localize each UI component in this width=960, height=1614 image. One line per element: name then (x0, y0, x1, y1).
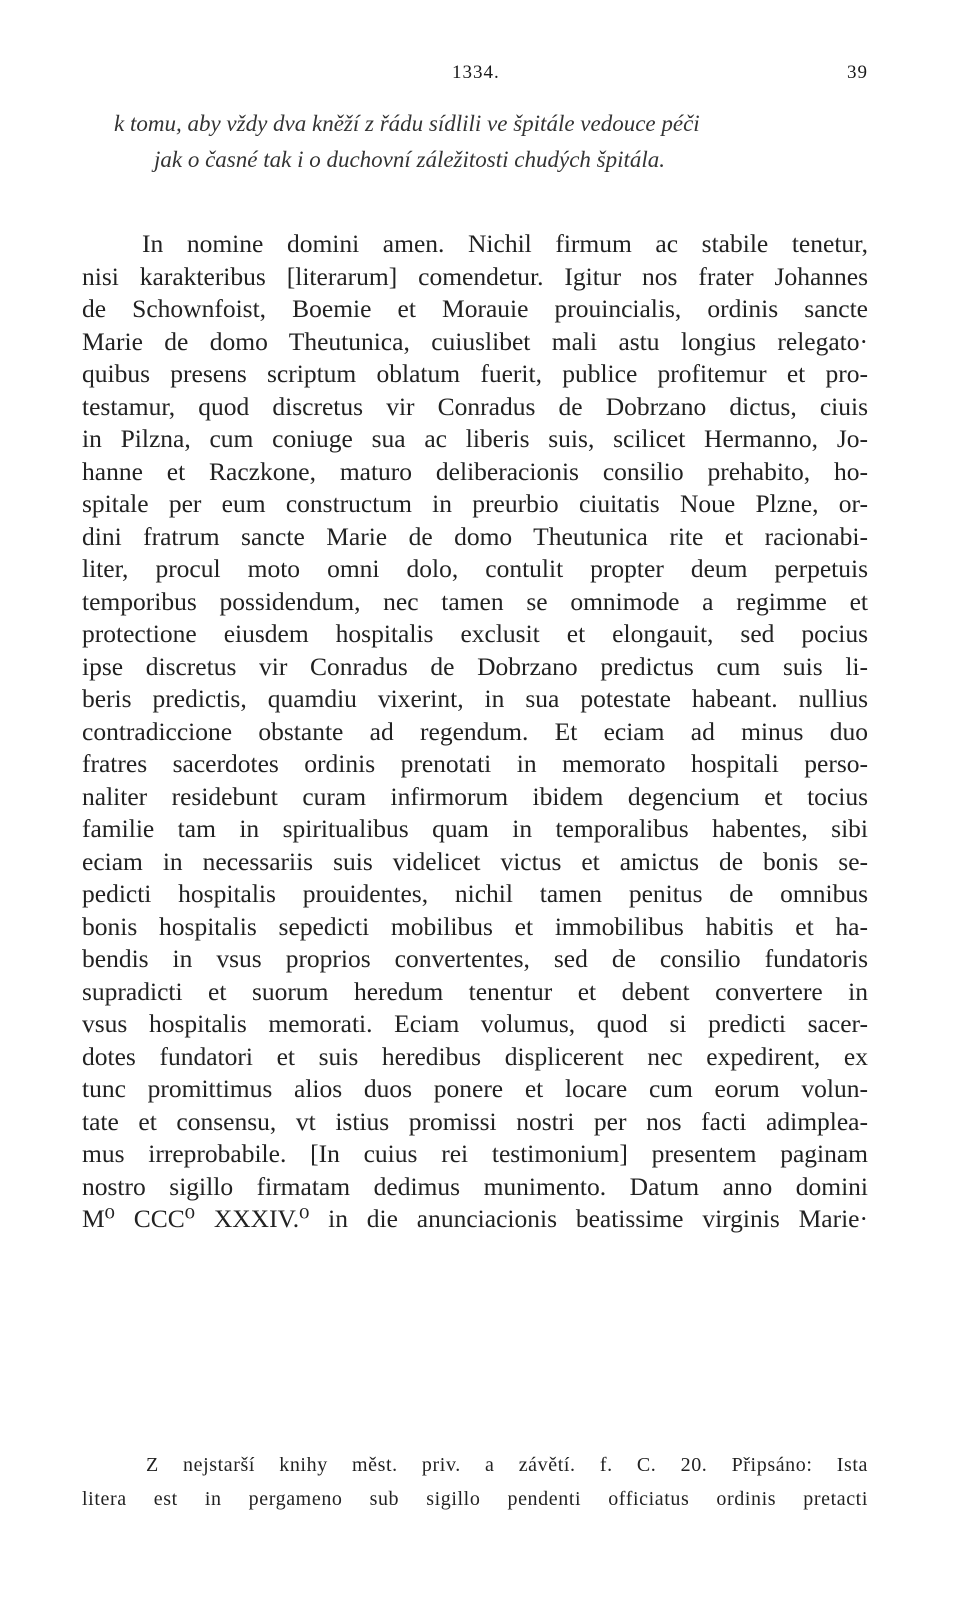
text-line: familie tam in spiritualibus quam in temporalibus habentes, sibi (82, 814, 868, 843)
text-line: In nomine domini amen. Nichil firmum ac stabile tenetur, (142, 229, 868, 258)
document-heading (82, 106, 872, 178)
header-year: 1334. (452, 62, 500, 83)
heading-line: jak o časné tak i o duchovní záležitosti chudých špitála. (154, 147, 666, 172)
text-line: tunc promittimus alios duos ponere et locare cum eorum volun- (82, 1074, 868, 1103)
text-line: liter, procul moto omni dolo, contulit propter deum perpetuis (82, 554, 868, 583)
page-number: 39 (847, 62, 868, 83)
text-line: nostro sigillo firmatam dedimus munimento. Datum anno domini (82, 1171, 868, 1201)
footnote-line: litera est in pergameno sub sigillo pendenti officiatus ordinis pretacti (82, 1488, 868, 1510)
text-line: bonis hospitalis sepedicti mobilibus et immobilibus habitis et ha- (82, 911, 868, 941)
text-line: supradicti et suorum heredum tenentur et debent convertere in (82, 976, 868, 1006)
page-header (82, 62, 868, 86)
text-line: fratres sacerdotes ordinis prenotati in memorato hospitali perso- (82, 749, 868, 778)
text-line: naliter residebunt curam infirmorum ibidem degencium et tocius (82, 781, 868, 811)
text-line: mus irreprobabile. [In cuius rei testimonium] presentem paginam (82, 1139, 868, 1168)
text-line: nisi karakteribus [literarum] comendetur. Igitur nos frater Johannes (82, 261, 868, 291)
text-line: hanne et Raczkone, maturo deliberacionis consilio prehabito, ho- (82, 456, 868, 486)
text-line: Marie de domo Theutunica, cuiuslibet mali astu longius relegato· (82, 326, 868, 356)
text-line: spitale per eum constructum in preurbio ciuitatis Noue Plzne, or- (82, 489, 868, 518)
text-line: dini fratrum sancte Marie de domo Theutunica rite et racionabi- (82, 521, 868, 551)
heading-line: k tomu, aby vždy dva kněží z řádu sídlili ve špitále vedouce péči (114, 111, 700, 136)
text-line: pedicti hospitalis prouidentes, nichil tamen penitus de omnibus (82, 879, 868, 908)
text-line: dotes fundatori et suis heredibus displicerent nec expedirent, ex (82, 1041, 868, 1071)
text-line: vsus hospitalis memorati. Eciam volumus, quod si predicti sacer- (82, 1009, 868, 1038)
text-line: in Pilzna, cum coniuge sua ac liberis suis, scilicet Hermanno, Jo- (82, 424, 868, 453)
text-line: ipse discretus vir Conradus de Dobrzano predictus cum suis li- (82, 651, 868, 681)
text-line: testamur, quod discretus vir Conradus de Dobrzano dictus, ciuis (82, 391, 868, 421)
text-line: quibus presens scriptum oblatum fuerit, publice profitemur et pro- (82, 359, 868, 388)
text-line: protectione eiusdem hospitalis exclusit et elongauit, sed pocius (82, 619, 868, 648)
text-line: temporibus possidendum, nec tamen se omnimode a regimme et (82, 586, 868, 616)
text-line: M⁰ CCC⁰ XXXIV.⁰ in die anunciacionis beatissime virginis Marie· (82, 1204, 868, 1233)
text-line: de Schownfoist, Boemie et Morauie prouincialis, ordinis sancte (82, 294, 868, 323)
text-line: beris predictis, quamdiu vixerint, in sua potestate habeant. nullius (82, 684, 868, 713)
text-line: contradiccione obstante ad regendum. Et eciam ad minus duo (82, 716, 868, 746)
charter-text (82, 228, 868, 1236)
text-line: bendis in vsus proprios convertentes, sed de consilio fundatoris (82, 944, 868, 973)
footnote-line: Z nejstarší knihy měst. priv. a závětí. f. C. 20. Připsáno: Ista (146, 1454, 868, 1476)
source-footnote (82, 1448, 868, 1516)
text-line: eciam in necessariis suis videlicet victus et amictus de bonis se- (82, 846, 868, 876)
text-line: tate et consensu, vt istius promissi nostri per nos facti adimplea- (82, 1106, 868, 1136)
